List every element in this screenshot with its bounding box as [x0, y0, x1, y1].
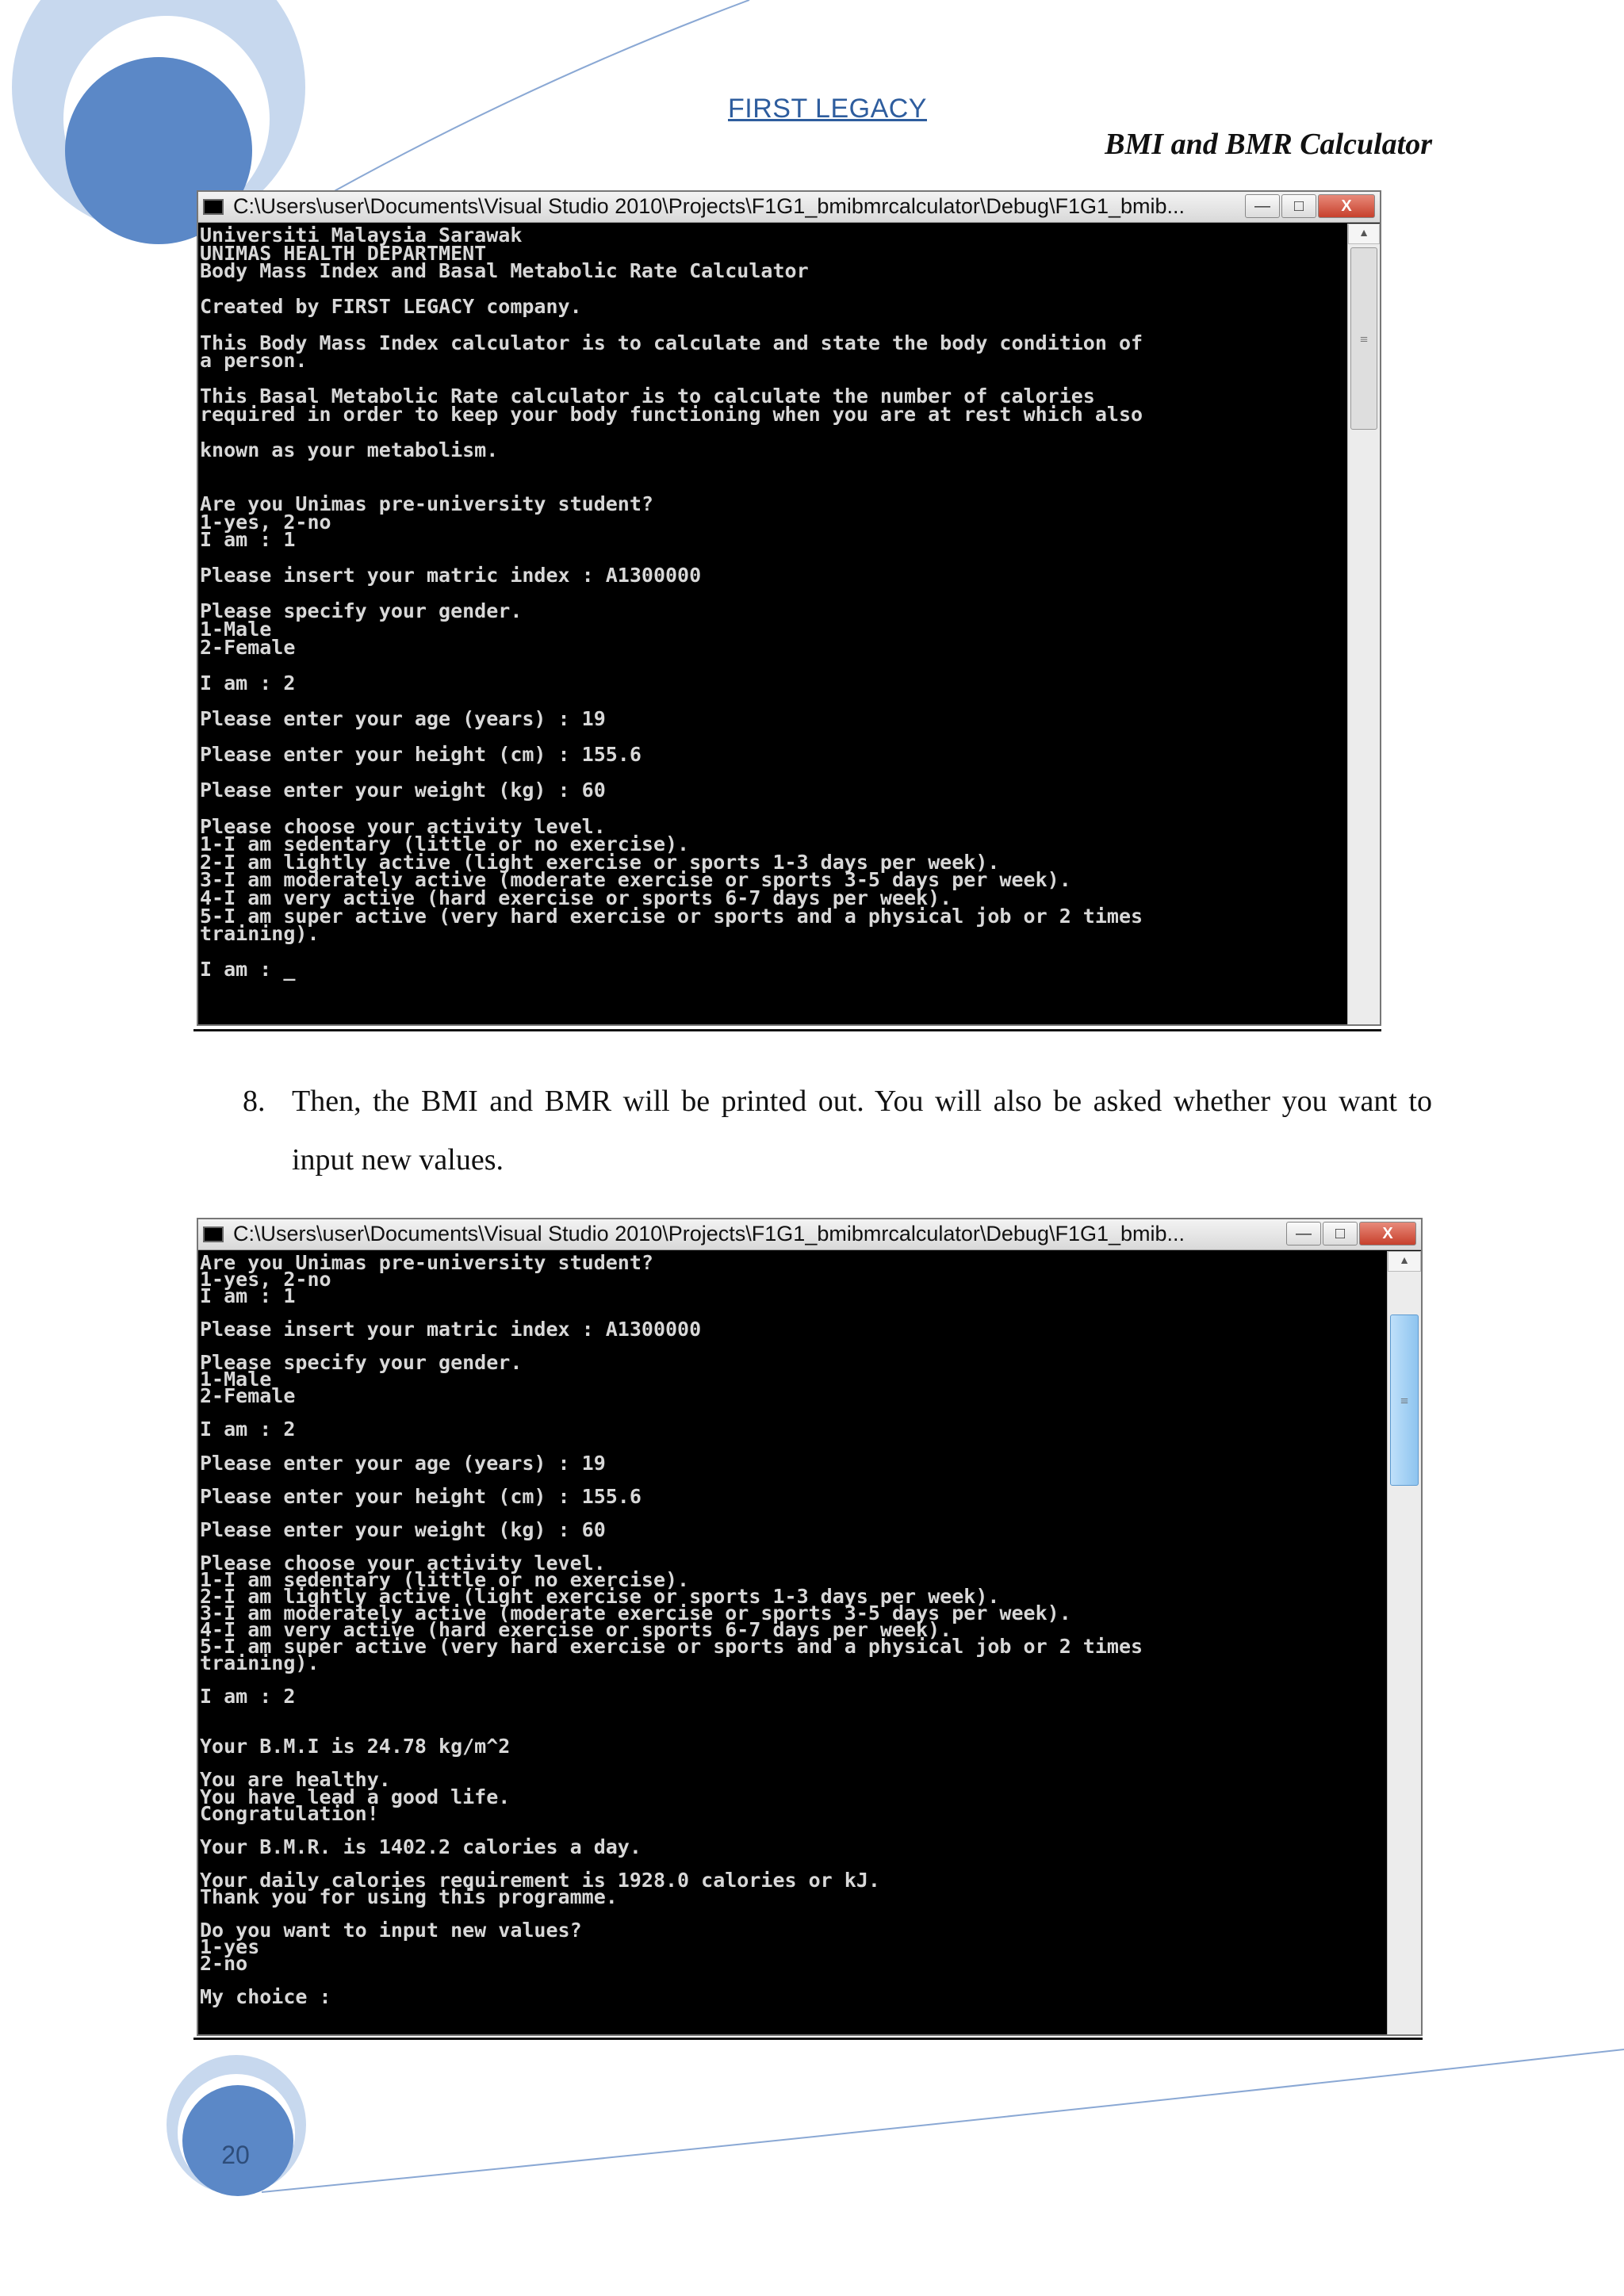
scroll-thumb[interactable]: ≡	[1350, 247, 1377, 430]
scroll-thumb[interactable]: ≡	[1390, 1314, 1419, 1486]
console-output-area[interactable]	[200, 1251, 1386, 2034]
console-app-icon	[203, 199, 224, 215]
console-output-text: Are you Unimas pre-university student? 1-yes, 2-no I am : 1 Please insert your matric index : A1300000 Please specify your gender. 1-Male 2-Female I am : 2 Please enter your age (years) : 19 Please enter your height (cm) : 155.6 Please enter your weight (kg) : 60 Please choose your activity level. 1-I am sedentary (little or no exercise). 2-I am lightly active (light exercise or sports 1-3 days per week). 3-I am moderately active (moderate exercise or sports 3-5 days per week). 4-I am very active (hard exercise or sports 6-7 days per week). 5-I am super active (very hard exercise or sports and a physical job or 2 times training). I am : 2 Your B.M.I is 24.78 kg/m^2 You are healthy. You have lead a good life. Congratulation! Your B.M.R. is 1402.2 calories a day. Your daily calories requirement is 1928.0 calories or kJ. Thank you for using this programme. Do you want to input new values? 1-yes 2-no My choice :	[200, 1251, 1143, 2009]
console-title-bar[interactable]	[198, 1219, 1421, 1250]
vertical-scrollbar[interactable]	[1347, 224, 1380, 1024]
console-window-2	[197, 1218, 1423, 2036]
scroll-up-arrow-icon[interactable]: ▲	[1348, 224, 1380, 244]
maximize-button[interactable]: □	[1281, 194, 1316, 218]
minimize-button[interactable]: —	[1286, 1222, 1321, 1246]
divider-line	[193, 2038, 1423, 2040]
step-number: 8.	[243, 1085, 266, 1118]
divider-line	[193, 1029, 1381, 1031]
step-text: Then, the BMI and BMR will be printed out. You will also be asked whether you want to input new values.	[292, 1085, 1432, 1177]
console-title: C:\Users\user\Documents\Visual Studio 2010\Projects\F1G1_bmibmrcalculator\Debug\F1G1_bmib...	[233, 1222, 1185, 1246]
minimize-button[interactable]: —	[1245, 194, 1280, 218]
console-window-1	[197, 190, 1381, 1026]
console-output-area[interactable]	[200, 224, 1346, 1024]
document-subtitle: BMI and BMR Calculator	[1105, 128, 1432, 161]
console-title-bar[interactable]	[198, 192, 1380, 223]
console-output-text: Universiti Malaysia Sarawak UNIMAS HEALTH DEPARTMENT Body Mass Index and Basal Metabolic Rate Calculator Created by FIRST LEGACY company. This Body Mass Index calculator is to calculate and state the body condition of a person. This Basal Metabolic Rate calculator is to calculate the number of calories required in order to keep your body functioning when you are at rest which also known as your metabolism. Are you Unimas pre-university student? 1-yes, 2-no I am : 1 Please insert your matric index : A1300000 Please specify your gender. 1-Male 2-Female I am : 2 Please enter your age (years) : 19 Please enter your height (cm) : 155.6 Please enter your weight (kg) : 60 Please choose your activity level. 1-I am sedentary (little or no exercise). 2-I am lightly active (light exercise or sports 1-3 days per week). 3-I am moderately active (moderate exercise or sports 3-5 days per week). 4-I am very active (hard exercise or sports 6-7 days per week). 5-I am super active (very hard exercise or sports and a physical job or 2 times training). I am : _	[200, 224, 1143, 982]
header-link[interactable]: FIRST LEGACY	[728, 94, 927, 124]
vertical-scrollbar[interactable]	[1387, 1251, 1421, 2034]
scroll-up-arrow-icon[interactable]: ▲	[1388, 1251, 1421, 1272]
console-app-icon	[203, 1226, 224, 1242]
close-button[interactable]: X	[1318, 194, 1375, 218]
console-title: C:\Users\user\Documents\Visual Studio 2010\Projects\F1G1_bmibmrcalculator\Debug\F1G1_bmib...	[233, 194, 1185, 218]
page-number: 20	[221, 2141, 250, 2169]
maximize-button[interactable]: □	[1323, 1222, 1358, 1246]
close-button[interactable]: X	[1359, 1222, 1416, 1246]
